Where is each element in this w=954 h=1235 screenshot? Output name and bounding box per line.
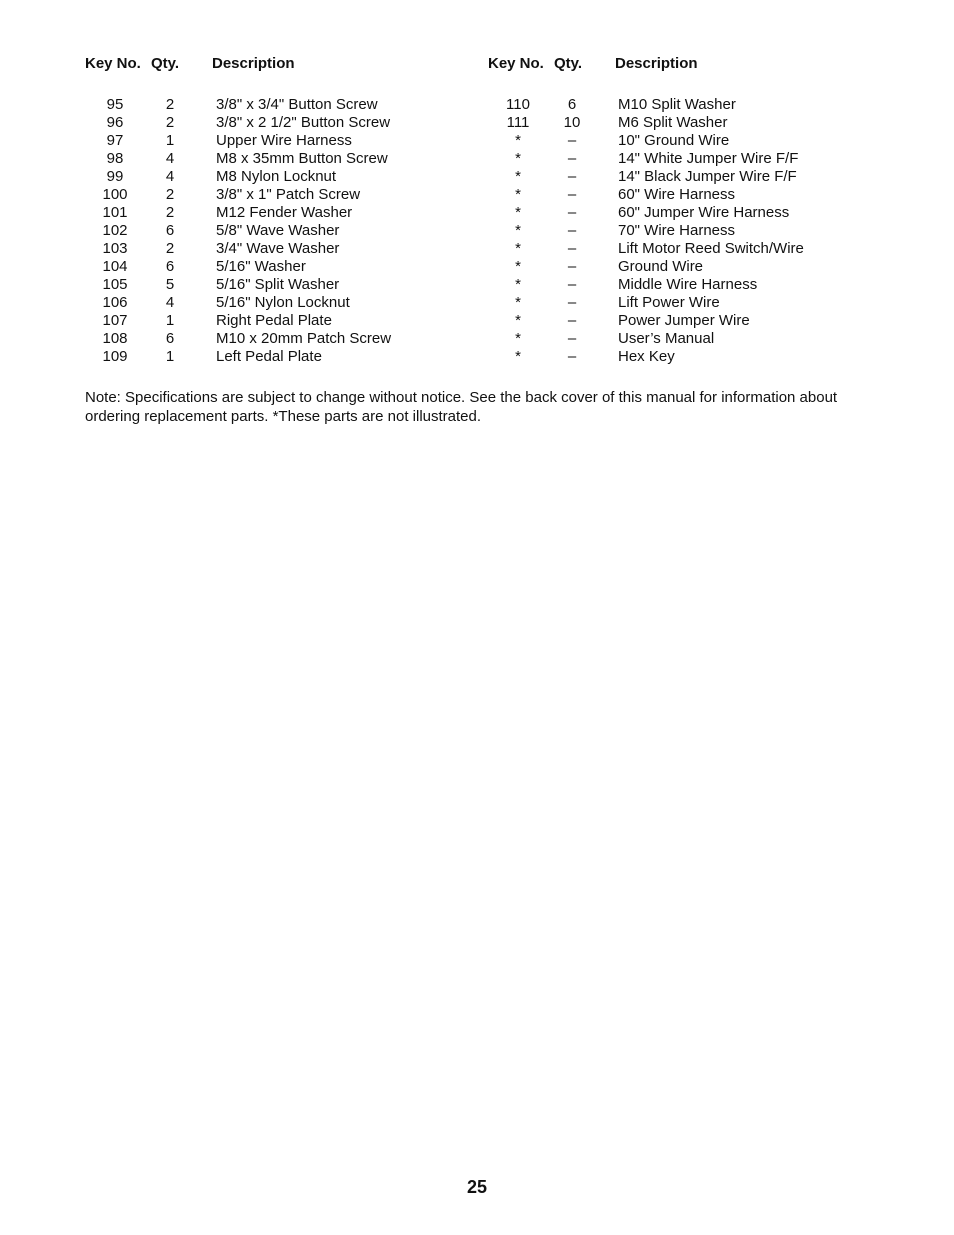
- key-number: *: [515, 150, 521, 167]
- key-number: *: [515, 186, 521, 203]
- quantity: 2: [165, 96, 175, 113]
- parts-row: [0, 168, 954, 186]
- description: Lift Power Wire: [618, 294, 720, 311]
- description: M10 x 20mm Patch Screw: [216, 330, 392, 347]
- description: Left Pedal Plate: [216, 348, 322, 365]
- quantity: –: [567, 204, 577, 221]
- description: Ground Wire: [618, 258, 704, 275]
- description: 5/16" Washer: [216, 258, 306, 275]
- parts-row: [0, 294, 954, 312]
- description: Power Jumper Wire: [618, 312, 750, 329]
- description: Upper Wire Harness: [216, 132, 352, 149]
- description: 3/8" x 1" Patch Screw: [216, 186, 361, 203]
- parts-list: [0, 96, 954, 366]
- description: M12 Fender Washer: [216, 204, 353, 221]
- key-number: 104: [102, 258, 128, 275]
- quantity: –: [567, 348, 577, 365]
- right-key-header: Key No.: [488, 55, 544, 72]
- description: 5/16" Split Washer: [216, 276, 340, 293]
- key-number: *: [515, 330, 521, 347]
- parts-row: [0, 258, 954, 276]
- description: M8 Nylon Locknut: [216, 168, 337, 185]
- quantity: –: [567, 168, 577, 185]
- parts-row: [0, 204, 954, 222]
- quantity: 1: [165, 132, 175, 149]
- quantity: 2: [165, 186, 175, 203]
- quantity: 1: [165, 348, 175, 365]
- key-number: 107: [102, 312, 128, 329]
- parts-row: [0, 276, 954, 294]
- quantity: 2: [165, 240, 175, 257]
- key-number: 103: [102, 240, 128, 257]
- description: 5/8" Wave Washer: [216, 222, 340, 239]
- right-desc-header: Description: [615, 55, 698, 72]
- parts-row: [0, 132, 954, 150]
- description: M8 x 35mm Button Screw: [216, 150, 388, 167]
- key-number: 106: [102, 294, 128, 311]
- description: M6 Split Washer: [618, 114, 728, 131]
- parts-row: [0, 240, 954, 258]
- description: Lift Motor Reed Switch/Wire: [618, 240, 804, 257]
- key-number: *: [515, 204, 521, 221]
- key-number: 102: [102, 222, 128, 239]
- quantity: 10: [563, 114, 581, 131]
- parts-row: [0, 150, 954, 168]
- quantity: –: [567, 132, 577, 149]
- key-number: 101: [102, 204, 128, 221]
- quantity: 4: [165, 150, 175, 167]
- parts-row: [0, 312, 954, 330]
- parts-row: [0, 114, 954, 132]
- description: 3/8" x 3/4" Button Screw: [216, 96, 378, 113]
- parts-row: [0, 96, 954, 114]
- description: Middle Wire Harness: [618, 276, 758, 293]
- right-qty-header: Qty.: [554, 55, 583, 72]
- quantity: –: [567, 312, 577, 329]
- key-number: 110: [506, 96, 530, 113]
- description: 14" Black Jumper Wire F/F: [618, 168, 797, 185]
- description: User’s Manual: [618, 330, 715, 347]
- quantity: 2: [165, 204, 175, 221]
- key-number: *: [515, 258, 521, 275]
- quantity: 6: [165, 222, 175, 239]
- left-key-header: Key No.: [85, 55, 141, 72]
- description: Hex Key: [618, 348, 675, 365]
- quantity: 4: [165, 168, 175, 185]
- key-number: *: [515, 312, 521, 329]
- description: 60" Jumper Wire Harness: [618, 204, 790, 221]
- key-number: 98: [106, 150, 124, 167]
- quantity: 2: [165, 114, 175, 131]
- quantity: –: [567, 294, 577, 311]
- parts-row: [0, 330, 954, 348]
- quantity: 6: [165, 330, 175, 347]
- key-number: 97: [106, 132, 124, 149]
- left-qty-header: Qty.: [151, 55, 180, 72]
- description: 70" Wire Harness: [618, 222, 736, 239]
- key-number: 95: [106, 96, 124, 113]
- key-number: *: [515, 168, 521, 185]
- quantity: 6: [567, 96, 577, 113]
- quantity: 1: [165, 312, 175, 329]
- quantity: –: [567, 222, 577, 239]
- description: 10" Ground Wire: [618, 132, 730, 149]
- quantity: 6: [165, 258, 175, 275]
- quantity: –: [567, 186, 577, 203]
- quantity: –: [567, 276, 577, 293]
- page-number: 25: [466, 1177, 488, 1197]
- key-number: 96: [106, 114, 124, 131]
- parts-row: [0, 186, 954, 204]
- description: 60" Wire Harness: [618, 186, 736, 203]
- key-number: *: [515, 294, 521, 311]
- description: M10 Split Washer: [618, 96, 736, 113]
- parts-row: [0, 348, 954, 366]
- key-number: *: [515, 240, 521, 257]
- key-number: *: [515, 348, 521, 365]
- key-number: *: [515, 132, 521, 149]
- quantity: –: [567, 150, 577, 167]
- quantity: 4: [165, 294, 175, 311]
- quantity: –: [567, 240, 577, 257]
- left-desc-header: Description: [212, 55, 295, 72]
- quantity: –: [567, 330, 577, 347]
- description: Right Pedal Plate: [216, 312, 332, 329]
- key-number: 105: [102, 276, 128, 293]
- description: 3/8" x 2 1/2" Button Screw: [216, 114, 391, 131]
- key-number: 108: [102, 330, 128, 347]
- description: 14" White Jumper Wire F/F: [618, 150, 799, 167]
- key-number: 100: [102, 186, 128, 203]
- key-number: *: [515, 222, 521, 239]
- description: 3/4" Wave Washer: [216, 240, 340, 257]
- key-number: 109: [102, 348, 128, 365]
- parts-row: [0, 222, 954, 240]
- key-number: 111: [506, 114, 530, 131]
- quantity: –: [567, 258, 577, 275]
- specifications-note: Note: Specifications are subject to change without notice. See the back cover of this manual for information about ordering replacement parts. *These parts are not illustrated.: [85, 389, 838, 425]
- quantity: 5: [165, 276, 175, 293]
- key-number: 99: [106, 168, 124, 185]
- key-number: *: [515, 276, 521, 293]
- description: 5/16" Nylon Locknut: [216, 294, 350, 311]
